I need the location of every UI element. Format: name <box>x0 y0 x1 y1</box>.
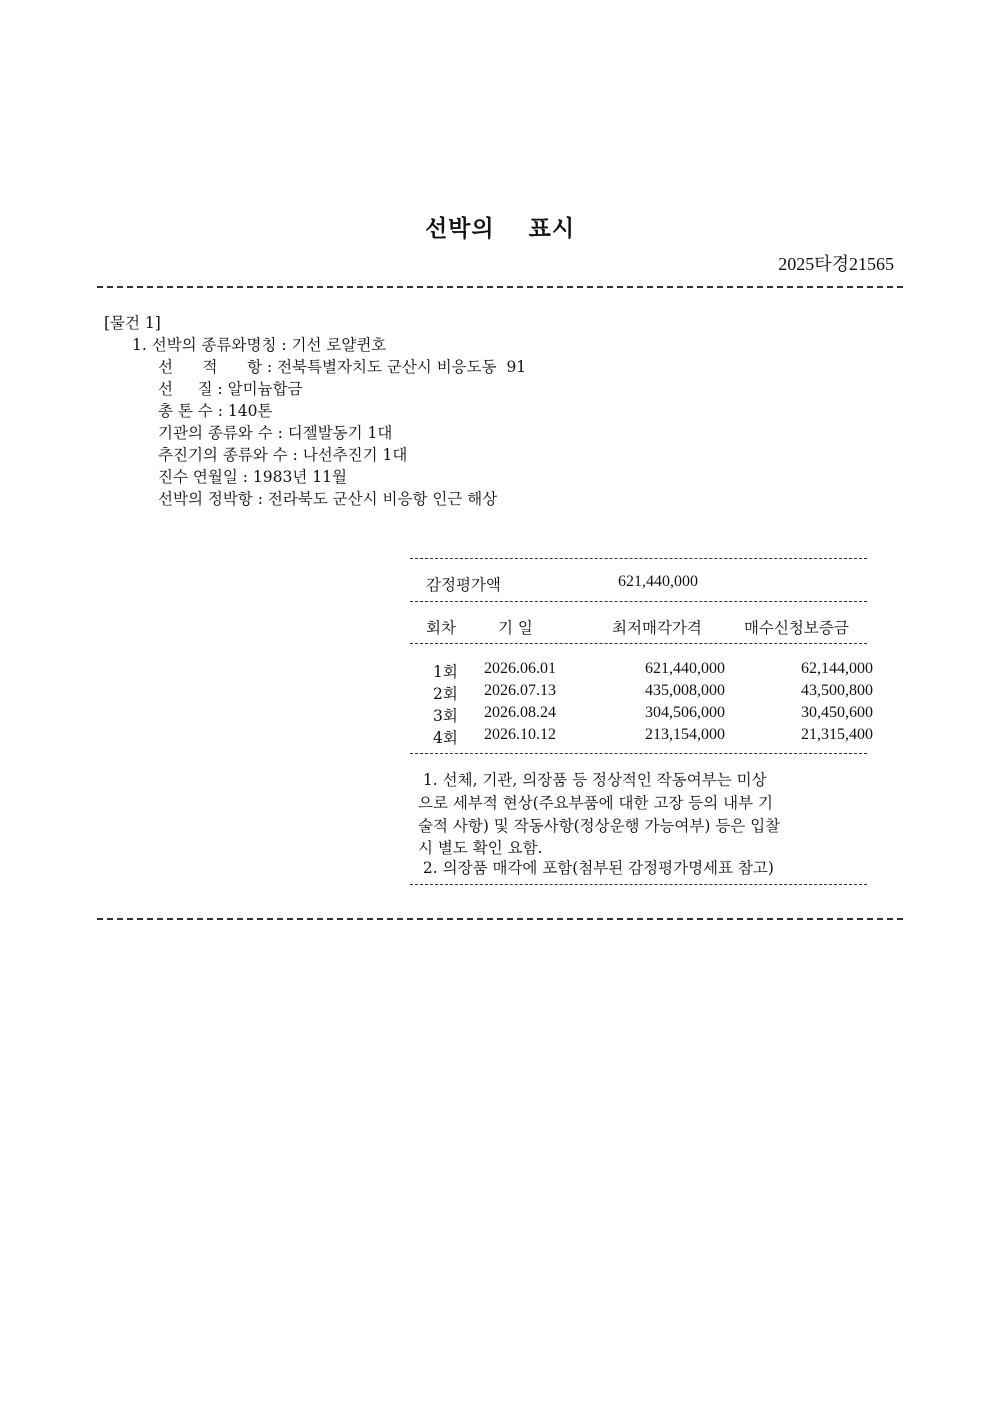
field-mooring-port: 선박의 정박항 : 전라북도 군산시 비응항 인근 해상 <box>158 490 498 508</box>
row-deposit: 62,144,000 <box>801 660 873 677</box>
note-line: 1. 선체, 기관, 의장품 등 정상적인 작동여부는 미상 <box>418 771 767 789</box>
row-min-price: 213,154,000 <box>645 726 725 743</box>
field-propeller: 추진기의 종류와 수 : 나선추진기 1대 <box>158 446 408 464</box>
page-title: 선박의 표시 <box>424 216 576 242</box>
case-number: 2025타경21565 <box>778 254 894 274</box>
table-divider <box>410 601 867 602</box>
row-date: 2026.08.24 <box>484 704 556 721</box>
note-line: 2. 의장품 매각에 포함(첨부된 감정평가명세표 참고) <box>418 859 774 877</box>
item-heading: 1. 선박의 종류와명칭 : 기선 로얄퀸호 <box>132 336 387 354</box>
header-deposit: 매수신청보증금 <box>744 619 849 637</box>
row-deposit: 21,315,400 <box>801 726 873 743</box>
field-gross-tonnage: 총 톤 수 : 140톤 <box>158 402 273 420</box>
table-divider <box>410 753 867 754</box>
table-divider <box>410 643 867 644</box>
row-date: 2026.10.12 <box>484 726 556 743</box>
note-line: 시 별도 확인 요함. <box>418 839 543 857</box>
appraisal-value: 621,440,000 <box>618 573 698 590</box>
field-engine: 기관의 종류와 수 : 디젤발동기 1대 <box>158 424 393 442</box>
row-round: 2회 <box>433 685 458 703</box>
table-divider <box>410 884 867 885</box>
header-min-price: 최저매각가격 <box>612 619 702 637</box>
item-label: [물건 1] <box>104 314 161 332</box>
appraisal-label: 감정평가액 <box>426 576 501 594</box>
table-divider <box>410 558 867 559</box>
row-date: 2026.07.13 <box>484 682 556 699</box>
header-date: 기 일 <box>498 619 533 637</box>
row-round: 1회 <box>433 663 458 681</box>
row-min-price: 621,440,000 <box>645 660 725 677</box>
row-min-price: 435,008,000 <box>645 682 725 699</box>
divider-bottom <box>97 918 903 920</box>
divider-top <box>97 286 903 288</box>
header-round: 회차 <box>426 619 456 637</box>
note-line: 술적 사항) 및 작동사항(정상운행 가능여부) 등은 입찰 <box>418 817 781 835</box>
row-deposit: 30,450,600 <box>801 704 873 721</box>
field-hull-material: 선 질 : 알미늄합금 <box>158 380 303 398</box>
field-port-of-registry: 선 적 항 : 전북특별자치도 군산시 비응도동 91 <box>158 358 527 376</box>
row-round: 4회 <box>433 729 458 747</box>
note-line: 으로 세부적 현상(주요부품에 대한 고장 등의 내부 기 <box>418 794 773 812</box>
row-round: 3회 <box>433 707 458 725</box>
row-deposit: 43,500,800 <box>801 682 873 699</box>
row-date: 2026.06.01 <box>484 660 556 677</box>
field-launch-date: 진수 연월일 : 1983년 11월 <box>158 468 347 486</box>
row-min-price: 304,506,000 <box>645 704 725 721</box>
